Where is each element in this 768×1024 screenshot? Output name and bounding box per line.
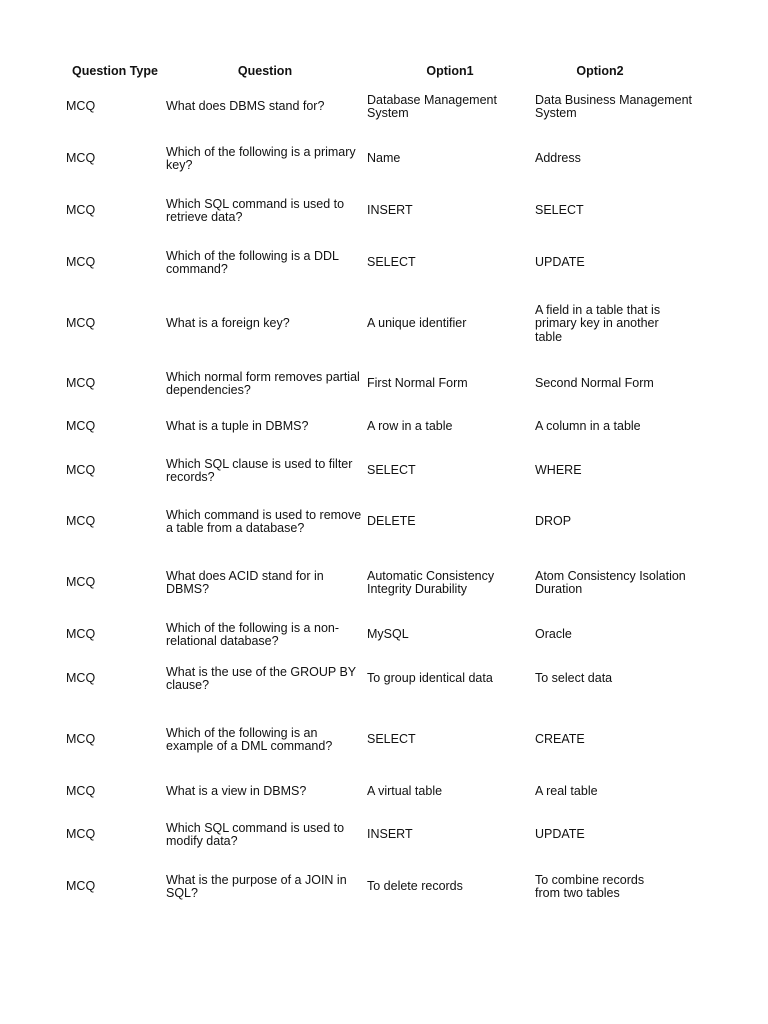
header-question-type: Question Type bbox=[72, 64, 158, 79]
question-type-cell: MCQ bbox=[66, 463, 96, 478]
table-row bbox=[0, 244, 768, 282]
table-row bbox=[0, 564, 768, 602]
table-row bbox=[0, 721, 768, 759]
table-row bbox=[0, 868, 768, 906]
option1-cell: MySQL bbox=[367, 627, 409, 642]
question-type-cell: MCQ bbox=[66, 784, 96, 799]
question-cell: Which of the following is a primary key? bbox=[166, 144, 356, 172]
option2-cell: UPDATE bbox=[535, 827, 585, 842]
table-row bbox=[0, 297, 768, 351]
option1-cell: DELETE bbox=[367, 514, 416, 529]
table-row bbox=[0, 503, 768, 541]
option1-cell: A virtual table bbox=[367, 784, 443, 799]
option1-cell: First Normal Form bbox=[367, 376, 468, 391]
question-cell: Which SQL command is used to retrieve data? bbox=[166, 196, 345, 224]
option1-cell: A row in a table bbox=[367, 419, 453, 434]
option1-cell: A unique identifier bbox=[367, 316, 467, 331]
question-cell: What does ACID stand for in DBMS? bbox=[166, 568, 324, 596]
option2-cell: A real table bbox=[535, 784, 598, 799]
question-cell: What is a view in DBMS? bbox=[166, 784, 307, 799]
option2-cell: SELECT bbox=[535, 203, 584, 218]
question-cell: What is the purpose of a JOIN in SQL? bbox=[166, 872, 347, 900]
question-type-cell: MCQ bbox=[66, 203, 96, 218]
option2-cell: Second Normal Form bbox=[535, 376, 654, 391]
header-option1: Option1 bbox=[426, 64, 474, 79]
option1-cell: To delete records bbox=[367, 879, 463, 894]
question-type-cell: MCQ bbox=[66, 255, 96, 270]
question-cell: Which command is used to remove a table from a database? bbox=[166, 507, 362, 535]
table-row bbox=[0, 780, 768, 804]
option1-cell: INSERT bbox=[367, 827, 413, 842]
header-option2: Option2 bbox=[576, 64, 624, 79]
option2-cell: DROP bbox=[535, 514, 572, 529]
option2-cell: Oracle bbox=[535, 627, 572, 642]
question-cell: What is the use of the GROUP BY clause? bbox=[166, 664, 356, 692]
question-cell: Which SQL command is used to modify data? bbox=[166, 820, 345, 848]
option2-cell: Atom Consistency Isolation Duration bbox=[535, 568, 686, 596]
table-row bbox=[0, 415, 768, 439]
table-row bbox=[0, 140, 768, 178]
question-type-cell: MCQ bbox=[66, 376, 96, 391]
table-row bbox=[0, 365, 768, 403]
option2-cell: UPDATE bbox=[535, 255, 585, 270]
option1-cell: INSERT bbox=[367, 203, 413, 218]
question-type-cell: MCQ bbox=[66, 627, 96, 642]
question-cell: Which of the following is a DDL command? bbox=[166, 248, 339, 276]
question-type-cell: MCQ bbox=[66, 419, 96, 434]
table-row bbox=[0, 660, 768, 698]
option2-cell: To select data bbox=[535, 671, 613, 686]
option1-cell: Name bbox=[367, 151, 401, 166]
option2-cell: Address bbox=[535, 151, 581, 166]
question-type-cell: MCQ bbox=[66, 99, 96, 114]
question-type-cell: MCQ bbox=[66, 316, 96, 331]
option1-cell: To group identical data bbox=[367, 671, 493, 686]
question-type-cell: MCQ bbox=[66, 151, 96, 166]
header-row bbox=[0, 62, 768, 82]
table-row bbox=[0, 452, 768, 490]
question-cell: Which SQL clause is used to filter records? bbox=[166, 456, 353, 484]
option2-cell: WHERE bbox=[535, 463, 582, 478]
option1-cell: SELECT bbox=[367, 732, 416, 747]
option2-cell: A column in a table bbox=[535, 419, 641, 434]
option2-cell: To combine records from two tables bbox=[535, 872, 645, 900]
option2-cell: A field in a table that is primary key in another table bbox=[535, 302, 661, 344]
option1-cell: Automatic Consistency Integrity Durability bbox=[367, 568, 495, 596]
header-question: Question bbox=[237, 64, 293, 79]
question-type-cell: MCQ bbox=[66, 879, 96, 894]
question-type-cell: MCQ bbox=[66, 671, 96, 686]
option2-cell: CREATE bbox=[535, 732, 585, 747]
question-cell: Which normal form removes partial dependencies? bbox=[166, 369, 360, 397]
question-type-cell: MCQ bbox=[66, 575, 96, 590]
table-row bbox=[0, 192, 768, 230]
table-row bbox=[0, 88, 768, 126]
option1-cell: Database Management System bbox=[367, 92, 497, 120]
question-type-cell: MCQ bbox=[66, 514, 96, 529]
question-cell: What is a tuple in DBMS? bbox=[166, 419, 309, 434]
option1-cell: SELECT bbox=[367, 255, 416, 270]
table-row bbox=[0, 816, 768, 854]
table-row bbox=[0, 616, 768, 654]
question-cell: Which of the following is an example of a DML command? bbox=[166, 725, 333, 753]
question-cell: Which of the following is a non-relational database? bbox=[166, 620, 340, 648]
question-cell: What does DBMS stand for? bbox=[166, 99, 325, 114]
question-cell: What is a foreign key? bbox=[166, 316, 290, 331]
question-type-cell: MCQ bbox=[66, 827, 96, 842]
question-type-cell: MCQ bbox=[66, 732, 96, 747]
option1-cell: SELECT bbox=[367, 463, 416, 478]
option2-cell: Data Business Management System bbox=[535, 92, 693, 120]
